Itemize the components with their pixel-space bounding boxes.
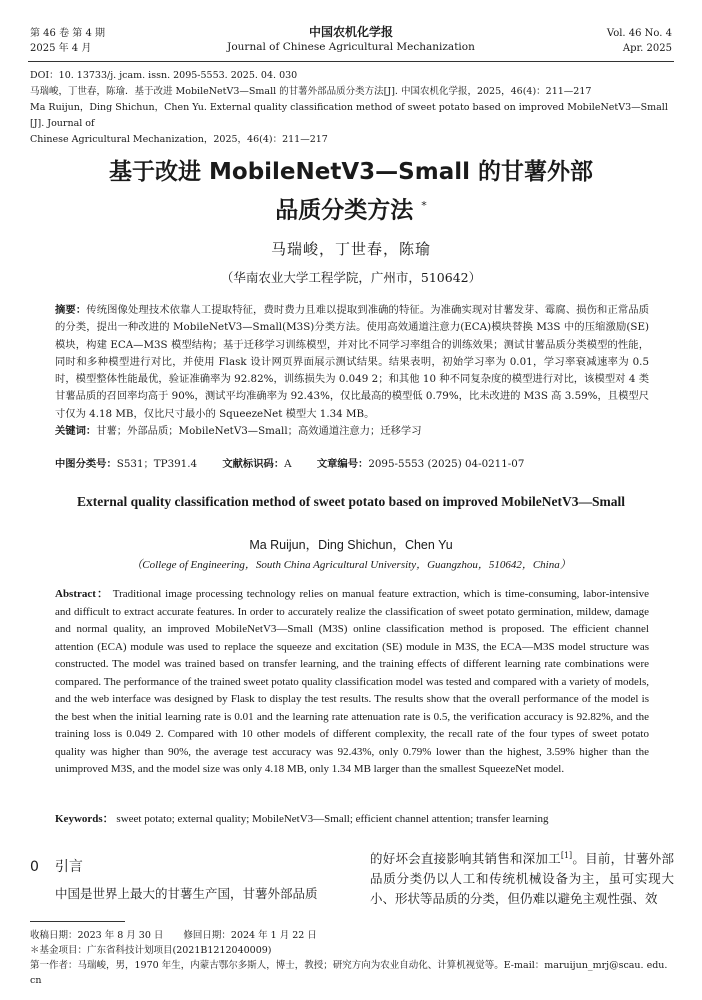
citation-cn: 马瑞峻，丁世春，陈瑜．基于改进 MobileNetV3—Small 的甘薯外部品质分类方法[J]. 中国农机化学报，2025，46(4)：211—217	[30, 86, 592, 97]
article-number-label: 文章编号：	[316, 458, 369, 470]
authors-cn: 马瑞峻，丁世春，陈瑜	[270, 240, 431, 258]
doc-code-label: 文献标识码：	[222, 458, 285, 470]
first-author-note: 第一作者：马瑞峻，男，1970 年生，内蒙古鄂尔多斯人，博士，教授；研究方向为农业自动化、计算机视觉等。E-mail：maruijun_mrj@scau. edu. cn	[30, 960, 668, 986]
footnotes	[30, 928, 680, 988]
affiliation-cn: （华南农业大学工程学院，广州市，510642）	[220, 270, 482, 285]
date-en: Apr. 2025	[622, 43, 672, 54]
section-number: 0	[30, 859, 39, 875]
fund-mark: *	[421, 199, 427, 212]
doc-code-value: A	[284, 458, 292, 470]
doi: DOI：10. 13733/j. jcam. issn. 2095-5553. 2025. 04. 030	[30, 70, 298, 81]
title-cn-line1: 基于改进 MobileNetV3—Small 的甘薯外部	[109, 159, 593, 185]
clc-value: S531；TP391.4	[116, 458, 198, 470]
paper-title-cn	[0, 155, 702, 228]
classification-row	[55, 455, 546, 470]
keywords-cn-label: 关键词：	[55, 425, 97, 438]
abstract-cn-label: 摘要：	[55, 304, 87, 316]
journal-name-cn: 中国农机化学报	[308, 25, 393, 39]
citation-block	[30, 68, 672, 148]
volume-issue-cn: 第 46 卷 第 4 期	[30, 28, 105, 39]
keywords-en	[55, 810, 649, 826]
footnote-divider	[30, 921, 125, 922]
keywords-cn-text: 甘薯；外部品质；MobileNetV3—Small；高效通道注意力；迁移学习	[96, 425, 422, 438]
body-column-right	[370, 846, 674, 909]
abstract-cn	[55, 302, 649, 440]
revised-date: 修回日期：2024 年 1 月 22 日	[183, 930, 317, 941]
body-column-left: 中国是世界上最大的甘薯生产国，甘薯外部品质	[55, 886, 318, 901]
body-right-text-a: 的好坏会直接影响其销售和深加工	[370, 851, 561, 867]
keywords-en-label: Keywords：	[55, 813, 114, 825]
abstract-cn-text: 传统图像处理技术依靠人工提取特征，费时费力且难以提取到准确的特征。为准确实现对甘薯发芽、霉腐、损伤和正常品质的分类，提出一种改进的 MobileNetV3—Small(M3S)分类方法。使用高效通道注意力(ECA)模块替换 M3S 中的压缩激励(SE)模块，构建 ECA—M3S 模型结构；基于迁移学习训练模型，并对比不同学习率组合的训练效果；测试甘薯品质分类模型的性能，同时和多种模型进行对比，并使用 Flask 设计网页界面展示测试结果。结果表明，初始学习率为 0.01，学习率衰减速率为 0.5 时，模型整体性能最优，验证准确率为 92.82%，训练损失为 0.049 2；和其他 10 种不同复杂度的模型进行对比，该模型对 4 类甘薯品质的召回率均高于 90%，测试平均准确率为 92.43%，仅比最高的模型低 0.79%，比未改进的 M3S 高 3.59%，且模型尺寸仅为 4.18 MB，仅比尺寸最小的 SqueezeNet 模型大 1.34 MB。	[55, 304, 650, 420]
keywords-en-text: sweet potato; external quality; MobileNetV3—Small; efficient channel attention; transfer learning	[116, 813, 549, 825]
affiliation-en: （College of Engineering，South China Agricultural University，Guangzhou，510642，China）	[131, 559, 571, 571]
section-title: 引言	[54, 859, 83, 875]
header-center	[0, 24, 702, 55]
abstract-en	[55, 586, 649, 779]
fund-note: ＊基金项目：广东省科技计划项目(2021B1212040009)	[30, 945, 272, 956]
volume-issue-en: Vol. 46 No. 4	[606, 28, 672, 39]
journal-name-en: Journal of Chinese Agricultural Mechanization	[227, 41, 475, 53]
header-divider	[28, 61, 674, 62]
citation-en-line2: Chinese Agricultural Mechanization，2025，46(4)：211—217	[30, 134, 328, 145]
title-cn-line2: 品质分类方法	[275, 197, 414, 224]
body-right-text-b: 。目前，甘薯外部品质分类仍以人工和传统机械设备为主，虽可实现大小、形状等品质的分类，但仍难以避免主观性强、效	[370, 851, 674, 907]
date-cn: 2025 年 4 月	[30, 43, 92, 54]
article-number-value: 2095-5553 (2025) 04-0211-07	[368, 458, 525, 470]
abstract-en-label: Abstract：	[55, 588, 110, 600]
header-right	[607, 26, 672, 56]
section-heading	[30, 856, 83, 876]
paper-title-en: External quality classification method of sweet potato based on improved MobileNetV3—Small	[77, 494, 625, 509]
clc-label: 中图分类号：	[55, 458, 117, 470]
received-date: 收稿日期：2023 年 8 月 30 日	[30, 930, 164, 941]
abstract-en-text: Traditional image processing technology relies on manual feature extraction, which is time-consuming, labor-intensive and difficult to extract accurate features. In order to accurately realize the classification of sweet potato germination, mildew, damage and normal quality, an improved MobileNetV3—Small (M3S) online classification method is proposed. The efficient channel attention (ECA) module was used to replace the squeeze and excitation (SE) module in M3S, the ECA—M3S model structure was constructed. The model was trained based on transfer learning, and the training effects of different learning rate combinations were compared. The performance of the trained sweet potato quality classification model was tested and compared with a variety of models, and the web interface was designed by Flask to display the test results. The results show that the overall performance of the model is the best when the initial learning rate is 0.01 and the learning rate attenuation rate is 0.5, the verification accuracy is 92.82%, and the training loss is 0.049 2. Compared with 10 other models of different complexity, the recall rate of the four types of sweet potato quality was higher than 90%, the average test accuracy was 92.43%, only 0.79% lower than the highest, 3.59% higher than the unimproved M3S, and the model size was only 4.18 MB, only 1.34 MB larger than the smallest SqueezeNet model.	[55, 588, 649, 775]
authors-en: Ma Ruijun，Ding Shichun，Chen Yu	[249, 538, 453, 552]
reference-marker[interactable]: [1]	[560, 851, 573, 860]
citation-en-line1: Ma Ruijun，Ding Shichun，Chen Yu. External quality classification method of sweet potato based on improved MobileNetV3—Small [J]. Journal of	[30, 102, 668, 129]
